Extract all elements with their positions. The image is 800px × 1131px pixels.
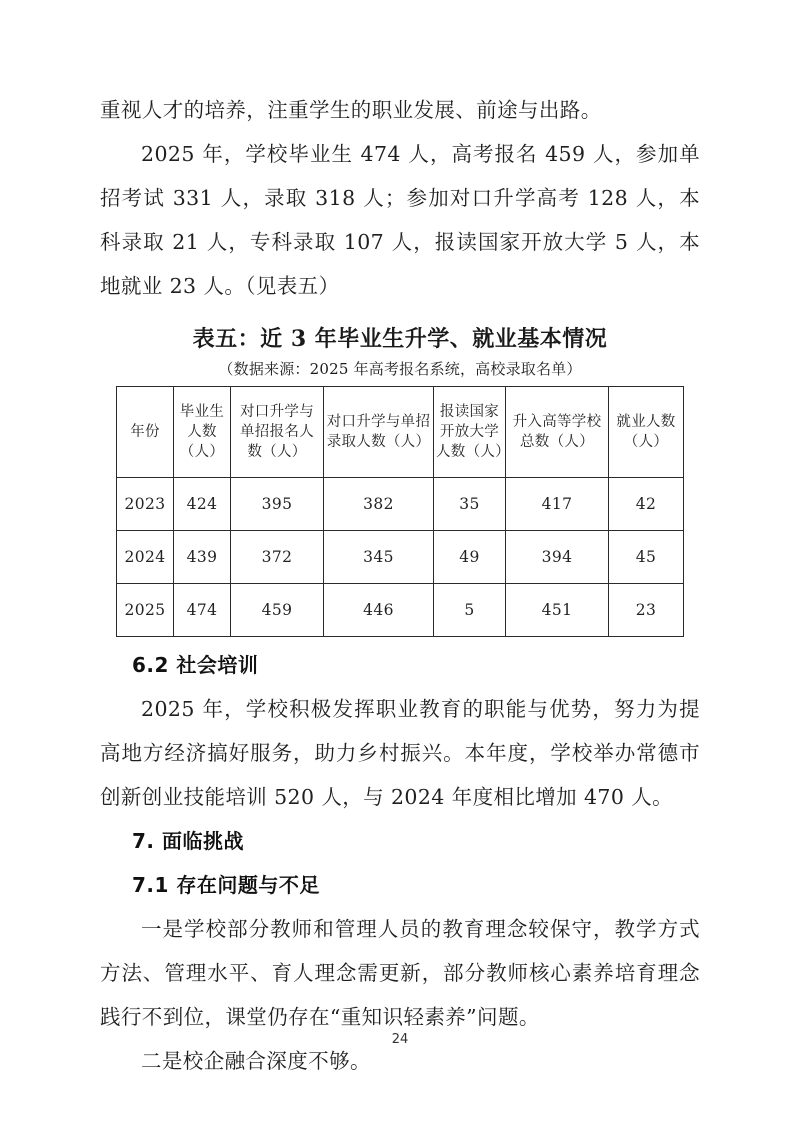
cell-applied: 459: [231, 584, 324, 637]
cell-admitted: 345: [324, 531, 434, 584]
column-header-employed: 就业人数（人）: [609, 387, 684, 478]
cell-year: 2024: [117, 531, 174, 584]
cell-graduates: 474: [174, 584, 231, 637]
column-header-open-university: 报读国家开放大学人数（人）: [434, 387, 506, 478]
paragraph-graduate-statistics: 2025 年，学校毕业生 474 人，高考报名 459 人，参加单招考试 331 人，录取 318 人；参加对口升学高考 128 人，本科录取 21 人，专科录取 107 人，报读国家开放大学 5 人，本地就业 23 人。（见表五）: [100, 142, 700, 298]
paragraph-problem-two: 二是校企融合深度不够。: [141, 1049, 371, 1073]
cell-applied: 372: [231, 531, 324, 584]
cell-year: 2025: [117, 584, 174, 637]
cell-total-higher-ed: 451: [506, 584, 609, 637]
cell-total-higher-ed: 394: [506, 531, 609, 584]
graduate-statistics-table: [116, 386, 684, 637]
paragraph-continuation: 重视人才的培养，注重学生的职业发展、前途与出路。: [100, 98, 602, 122]
cell-graduates: 424: [174, 478, 231, 531]
heading-7-challenges: 7. 面临挑战: [132, 829, 244, 853]
cell-graduates: 439: [174, 531, 231, 584]
cell-year: 2023: [117, 478, 174, 531]
cell-total-higher-ed: 417: [506, 478, 609, 531]
column-header-admitted: 对口升学与单招录取人数（人）: [324, 387, 434, 478]
cell-admitted: 382: [324, 478, 434, 531]
table-caption: 表五：近 3 年毕业生升学、就业基本情况: [192, 326, 608, 352]
paragraph-social-training: 2025 年，学校积极发挥职业教育的职能与优势，努力为提高地方经济搞好服务，助力乡村振兴。本年度，学校举办常德市创新创业技能培训 520 人，与 2024 年度相比增加 470 人。: [100, 697, 700, 809]
table-data-source-note: （数据来源：2025 年高考报名系统，高校录取名单）: [218, 360, 582, 378]
cell-applied: 395: [231, 478, 324, 531]
column-header-year: 年份: [117, 387, 174, 478]
cell-employed: 45: [609, 531, 684, 584]
column-header-total-higher-ed: 升入高等学校总数（人）: [506, 387, 609, 478]
cell-open-university: 5: [434, 584, 506, 637]
heading-6-2-social-training: 6.2 社会培训: [132, 653, 259, 677]
cell-admitted: 446: [324, 584, 434, 637]
cell-employed: 23: [609, 584, 684, 637]
table-row: [117, 531, 684, 584]
column-header-applied: 对口升学与单招报名人数（人）: [231, 387, 324, 478]
heading-7-1-problems: 7.1 存在问题与不足: [132, 873, 320, 897]
table-row: [117, 584, 684, 637]
spacer: [100, 308, 700, 314]
table-row: [117, 478, 684, 531]
page-content: [100, 88, 700, 1083]
cell-open-university: 49: [434, 531, 506, 584]
table-header-row: [117, 387, 684, 478]
column-header-graduates: 毕业生人数（人）: [174, 387, 231, 478]
cell-open-university: 35: [434, 478, 506, 531]
cell-employed: 42: [609, 478, 684, 531]
paragraph-problem-one: 一是学校部分教师和管理人员的教育理念较保守，教学方式方法、管理水平、育人理念需更新，部分教师核心素养培育理念践行不到位，课堂仍存在“重知识轻素养”问题。: [100, 917, 700, 1029]
page-number: 24: [391, 1032, 409, 1047]
